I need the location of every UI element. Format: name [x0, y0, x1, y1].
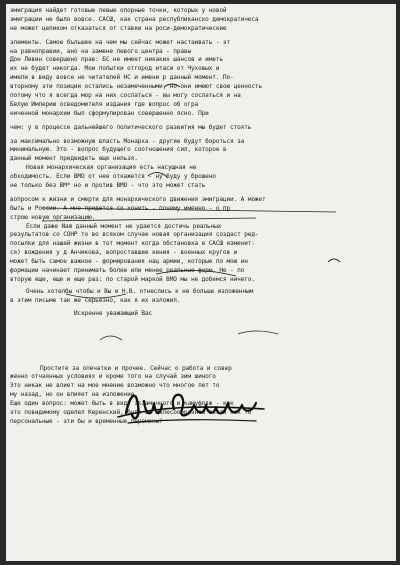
letter-line: эмиграция найдет готовые левые опорные точки, которых у новой [10, 7, 227, 14]
letter-line: может быть самое важное - формирования нац армии, которые по мою ин [10, 258, 248, 266]
letter-line: чем: у в процессе дальнейшего политического развития мы будет стоять [10, 123, 252, 131]
letter-line: минимальную. Это - вопрос будущего соотношения сил, которое в [10, 146, 227, 154]
letter-line: не может целиком отказаться от ставки на роси-демократические [10, 24, 227, 32]
letter-line: вторую еще, еще и еще раз: по старой маркой ВМО мы не добемся ничего. [10, 275, 255, 283]
letter-line: Очень хотелбы чтобы и Вы и Н.В. отнеслись к не больше изложенным [26, 288, 254, 296]
letter-line: Новая монархическая организация есть насущная не [26, 164, 197, 172]
letter-line: в этим письме так же серьезно, как я их изложил. [10, 297, 181, 305]
letter-line: их не будет никогда. Мои попытки отгород итаси от Чуховых и [10, 65, 220, 73]
closing-line: Искренне уважающий Вас [74, 309, 153, 317]
letter-line: элементы. Самое бъльшее на чем мы сейчас может настаивать - эт [10, 38, 231, 46]
postscript-line: Простите за опечатки и прочее. Сейчас о работа и совер [40, 364, 232, 372]
postscript-line: Еще один вопрос: может быть в виду экзамичного и камуфляж - как [10, 400, 234, 408]
letter-line: не только без ВМ* но и против ВМО - что это может стать [10, 182, 206, 190]
letter-line: формации начинает принимать более или менее реальные форм. Не - по [10, 267, 245, 275]
letter-line: потому что я всегда мор на них сослаться - вы могу сослаться и на [10, 92, 241, 100]
letter-page [6, 4, 396, 561]
letter-line: ся) вождения у д Анчикова, вопроставшие кения - военных кругов и [10, 249, 238, 257]
letter-line: ниченной монархии был сформулирован совершенно ясно. При [10, 109, 209, 117]
letter-line: результатов со СОНР то во всяком случае новая организация создаст ред- [10, 231, 259, 239]
postscript-line: персональные - эти бы и временные перемены? [10, 417, 163, 425]
letter-line: обходимость. Если ВМО от нее откажется - ну буду у брошено [10, 173, 216, 181]
letter-line: Белую Империю осведомителя издания где вопрос об огра [10, 100, 199, 108]
postscript-line: Это никак не влиет на мое мнение возможно что многое лет то [10, 382, 220, 390]
postscript-line: это повидимому оделел Керенский, было бы целесообразнее вести как то [10, 408, 252, 416]
letter-line: Если даже Nam данный момент не удается достичь реальных [26, 222, 222, 230]
letter-line: имели в виду вовсе не читателей НС и имени р данный момент. По- [10, 74, 234, 82]
letter-line: эмиграции не было вовсе. САСШ, как страна республиканско демократичеса [10, 15, 259, 23]
letter-line: данный момент предвидеть еще нельзя. [10, 155, 138, 163]
letter-body [10, 7, 393, 427]
letter-line: строю новую организацию. [10, 213, 96, 221]
letter-line: вторному эти позиции остались незамеченными, но они имеют свою ценность [10, 83, 262, 91]
letter-line: за максимально возможную власть Монарха - другие будут бороться за [10, 137, 245, 145]
postscript-line: женно отчаянных условиях и кроме того на случай зим шиного [10, 373, 216, 381]
postscript-line: му назад, но он влияет на изложение. [10, 391, 138, 399]
letter-line: Дон Левин совершено прав: БС не имеет никаких шансов и иметь [10, 56, 223, 64]
letter-line: вопросом к жизни и смерти для монархического движения эмиграции. А может [10, 195, 266, 203]
handwritten-signature [116, 379, 266, 431]
letter-line: на равноправии, ано на замене левого центра - правы [10, 47, 191, 55]
letter-line: быть и России. А мне придется со хонить - почему именно - о пр [10, 204, 231, 212]
letter-line: посылки для нашей жизни в тот момент когда обстановка в САСШ изменит- [10, 240, 255, 248]
